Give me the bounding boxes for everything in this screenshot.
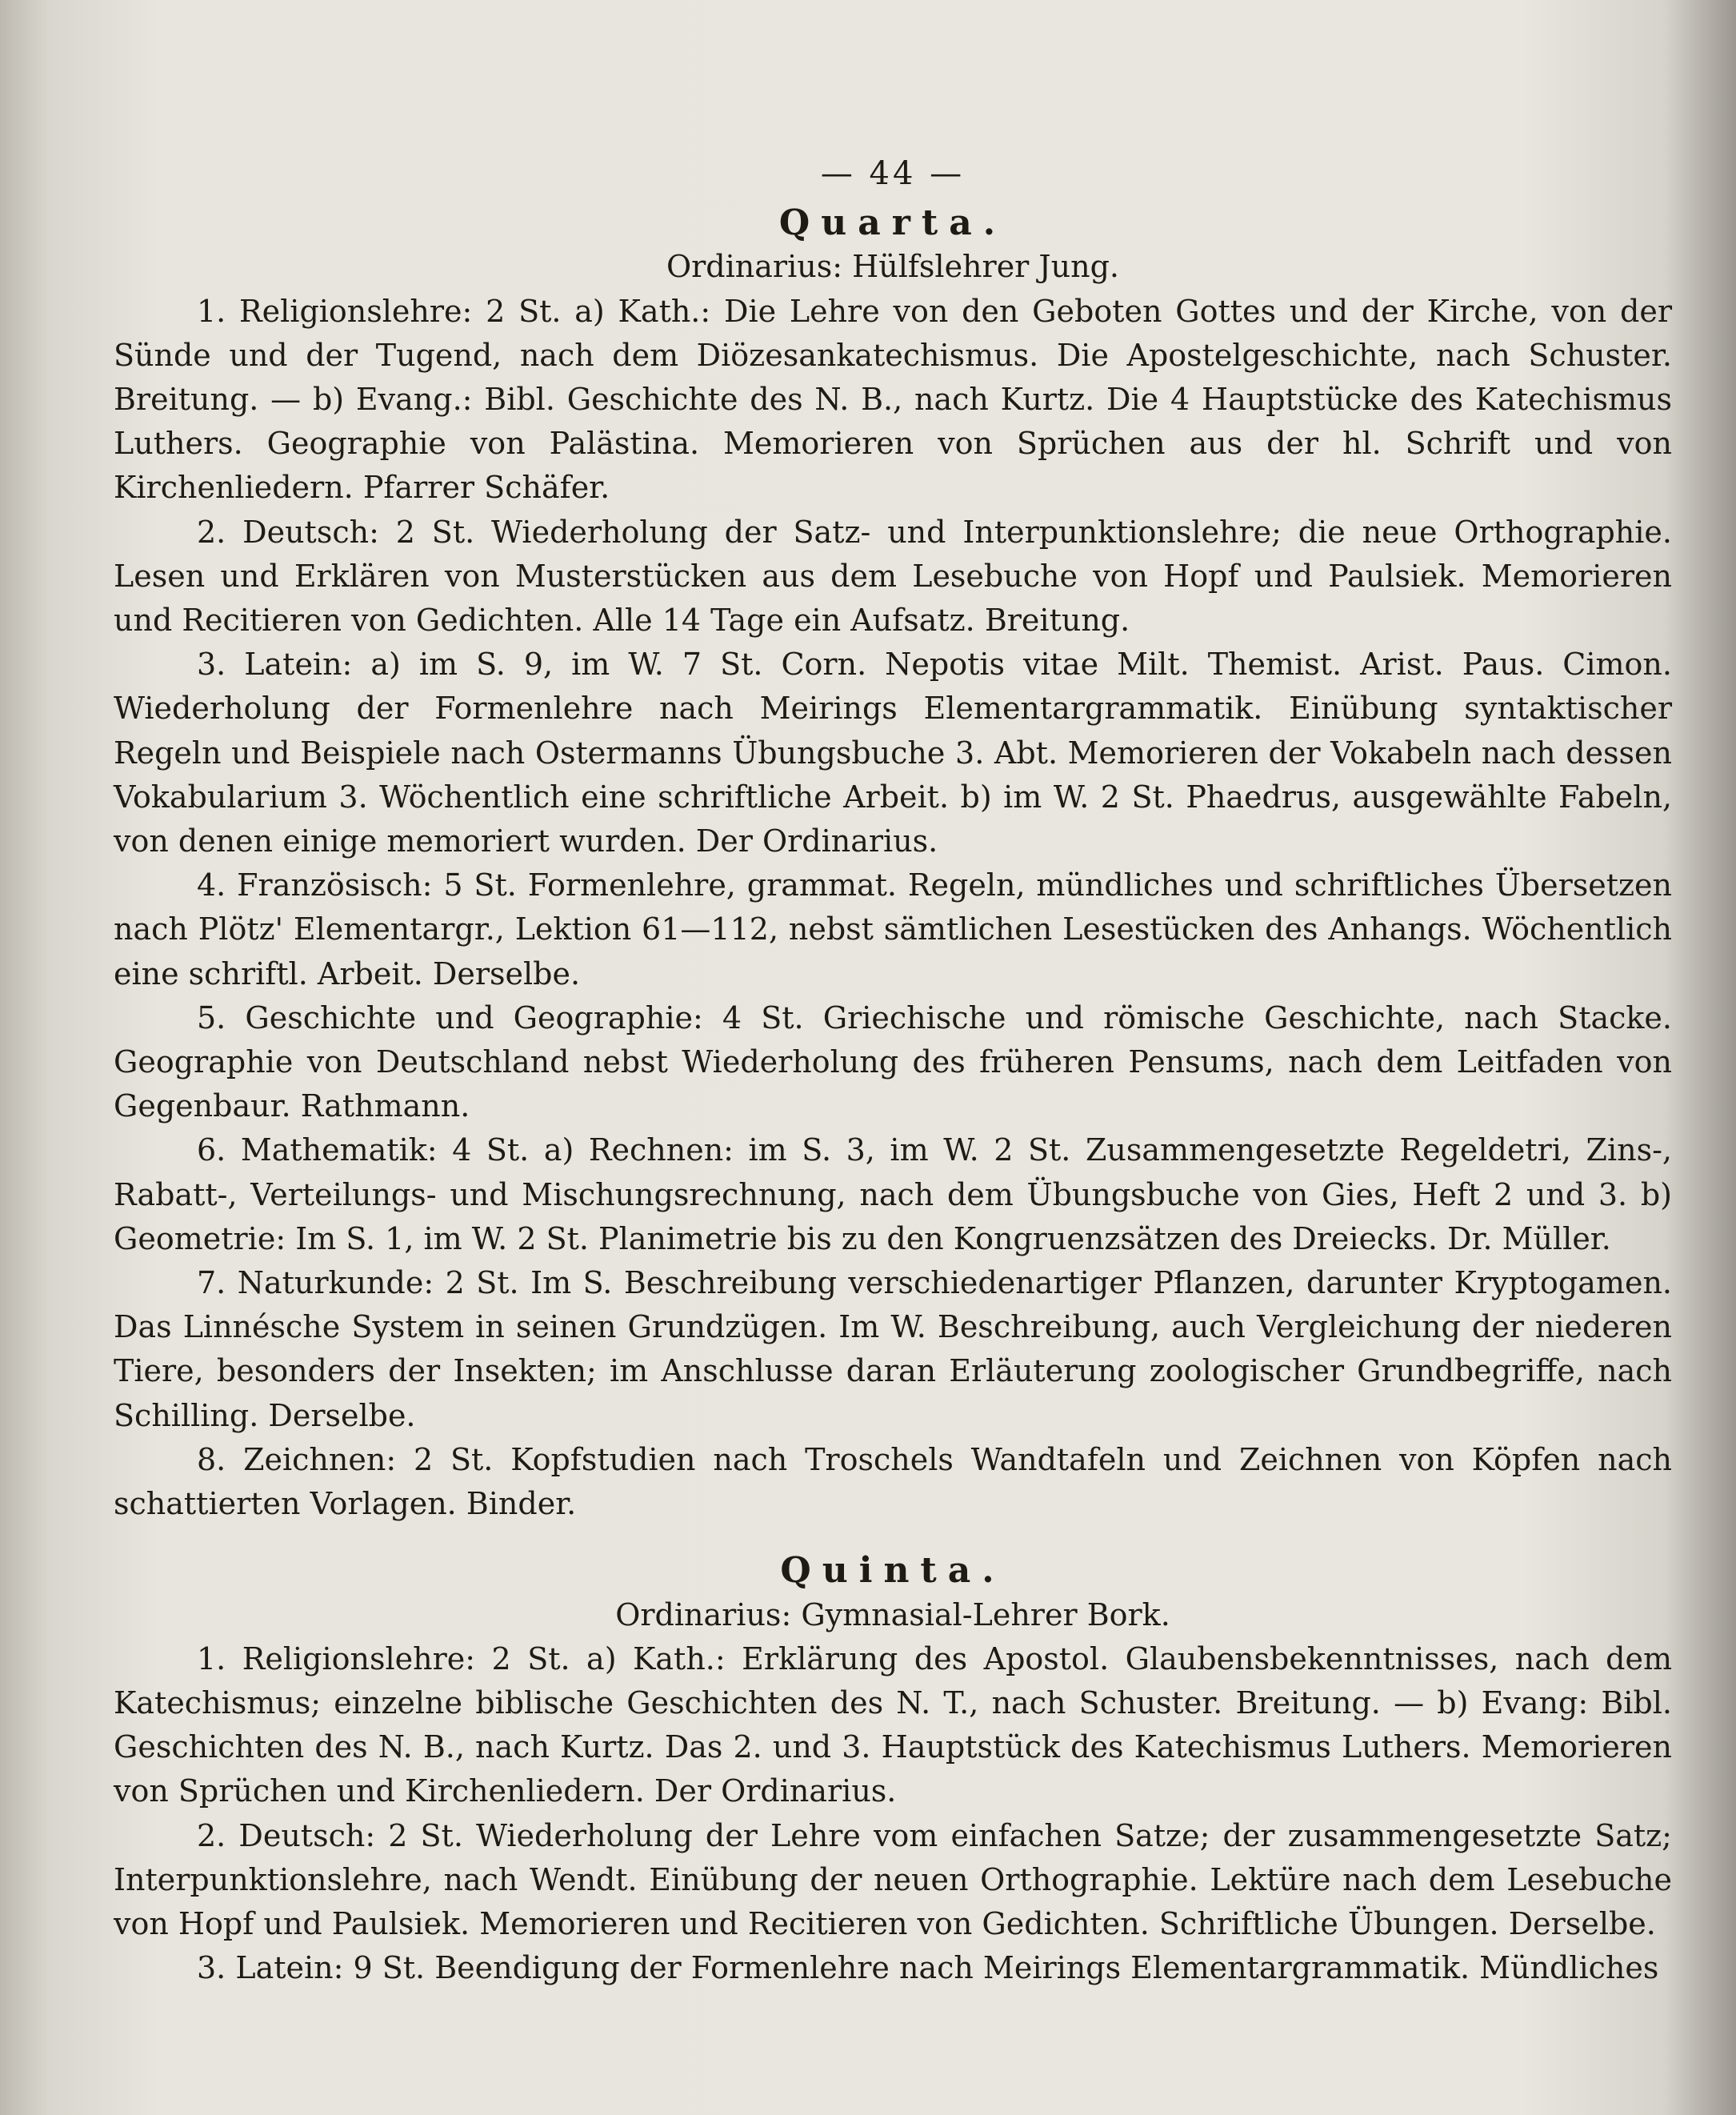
ordinarius-quinta: Ordinarius: Gymnasial-Lehrer Bork. bbox=[615, 1596, 1170, 1632]
paragraph: 8. Zeichnen: 2 St. Kopfstudien nach Troschels Wandtafeln und Zeichnen von Köpfen nach schattierten Vorlagen. Binder. bbox=[114, 1441, 1672, 1522]
page-text bbox=[114, 152, 1672, 1990]
paragraph: 6. Mathematik: 4 St. a) Rechnen: im S. 3, im W. 2 St. Zusammengesetzte Regeldetri, Zins-, Rabatt-, Verteilungs- und Mischungsrechnung, nach dem Übungsbuche von Gies, Heft 2 und 3. b) Geometrie: Im S. 1, im W. 2 St. Planimetrie bis zu den Kongruenzsätzen des Dreiecks. Dr. Müller. bbox=[114, 1132, 1672, 1256]
paragraph: 1. Religionslehre: 2 St. a) Kath.: Erklärung des Apostol. Glaubensbekenntnisses, nach dem Katechismus; einzelne biblische Geschichten des N. T., nach Schuster. Breitung. — b) Evang: Bibl. Geschichten des N. B., nach Kurtz. Das 2. und 3. Hauptstück des Katechismus Luthers. Memorieren von Sprüchen und Kirchenliedern. Der Ordinarius. bbox=[114, 1640, 1672, 1809]
section-heading-quarta: Quarta. bbox=[778, 202, 1007, 244]
paragraph: 2. Deutsch: 2 St. Wiederholung der Satz- und Interpunktionslehre; die neue Orthographie. Lesen und Erklären von Musterstücken aus dem Lesebuche von Hopf und Paulsiek. Memorieren und Recitieren von Gedichten. Alle 14 Tage ein Aufsatz. Breitung. bbox=[114, 514, 1672, 639]
paragraph: 2. Deutsch: 2 St. Wiederholung der Lehre vom einfachen Satze; der zusammengesetzte Satz; Interpunktionslehre, nach Wendt. Einübung der neuen Orthographie. Lektüre nach dem Lesebuche von Hopf und Paulsiek. Memorieren und Recitieren von Gedichten. Schriftliche Übungen. Derselbe. bbox=[114, 1817, 1672, 1941]
paragraph: 3. Latein: 9 St. Beendigung der Formenlehre nach Meirings Elementargrammatik. Mündliches bbox=[197, 1950, 1659, 1986]
paragraph: 4. Französisch: 5 St. Formenlehre, grammat. Regeln, mündliches und schriftliches Übersetzen nach Plötz' Elementargr., Lektion 61—112, nebst sämtlichen Lesestücken des Anhangs. Wöchentlich eine schriftl. Arbeit. Derselbe. bbox=[114, 867, 1672, 991]
section-heading-quinta: Quinta. bbox=[780, 1550, 1006, 1592]
section-spacer bbox=[114, 1526, 1672, 1548]
ordinarius-quarta: Ordinarius: Hülfslehrer Jung. bbox=[666, 249, 1120, 285]
paragraph: 3. Latein: a) im S. 9, im W. 7 St. Corn. Nepotis vitae Milt. Themist. Arist. Paus. Cimon. Wiederholung der Formenlehre nach Meirings Elementargrammatik. Einübung syntaktischer Regeln und Beispiele nach Ostermanns Übungsbuche 3. Abt. Memorieren der Vokabeln nach dessen Vokabularium 3. Wöchentlich eine schriftliche Arbeit. b) im W. 2 St. Phaedrus, ausgewählte Fabeln, von denen einige memoriert wurden. Der Ordinarius. bbox=[114, 647, 1672, 859]
page-number: — 44 — bbox=[820, 155, 966, 192]
paragraph: 5. Geschichte und Geographie: 4 St. Griechische und römische Geschichte, nach Stacke. Geographie von Deutschland nebst Wiederholung des früheren Pensums, nach dem Leitfaden von Gegenbaur. Rathmann. bbox=[114, 999, 1672, 1124]
paragraph: 1. Religionslehre: 2 St. a) Kath.: Die Lehre von den Geboten Gottes und der Kirche, von der Sünde und der Tugend, nach dem Diözesankatechismus. Die Apostelgeschichte, nach Schuster. Breitung. — b) Evang.: Bibl. Geschichte des N. B., nach Kurtz. Die 4 Hauptstücke des Katechismus Luthers. Geographie von Palästina. Memorieren von Sprüchen aus der hl. Schrift und von Kirchenliedern. Pfarrer Schäfer. bbox=[114, 293, 1672, 506]
paragraph: 7. Naturkunde: 2 St. Im S. Beschreibung verschiedenartiger Pflanzen, darunter Kryptogamen. Das Linnésche System in seinen Grundzügen. Im W. Beschreibung, auch Vergleichung der niederen Tiere, besonders der Insekten; im Anschlusse daran Erläuterung zoologischer Grundbegriffe, nach Schilling. Derselbe. bbox=[114, 1265, 1672, 1433]
